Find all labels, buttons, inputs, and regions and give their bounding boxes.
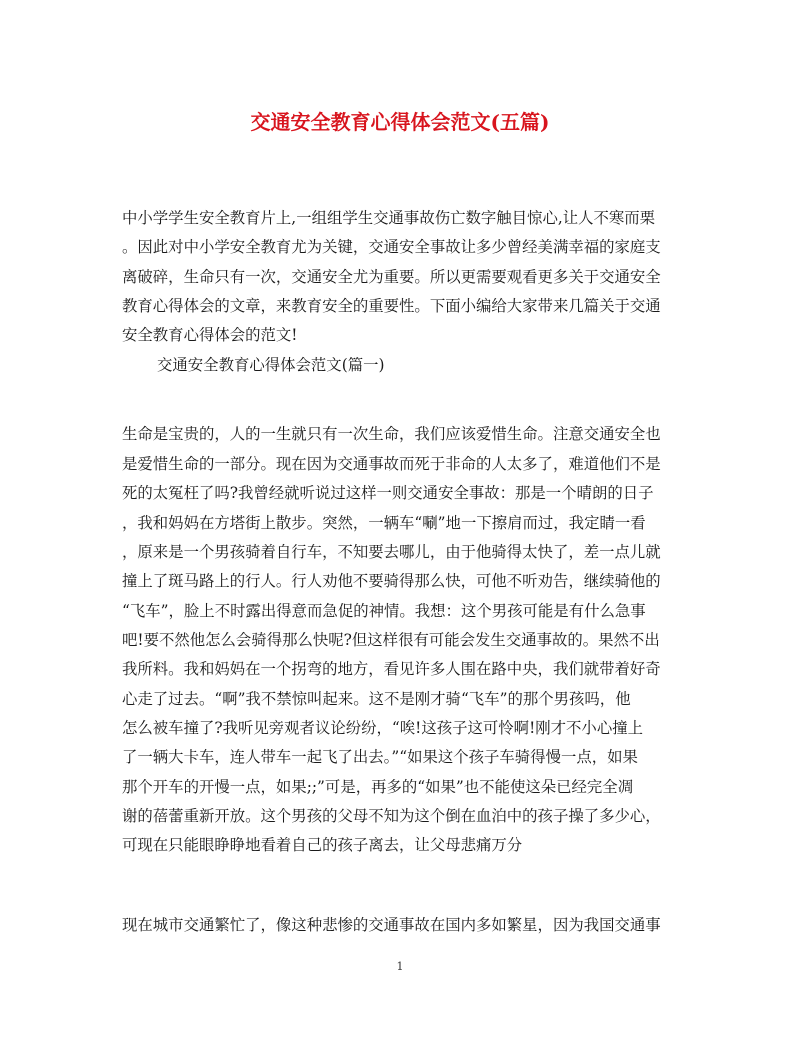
page-number: 1 [396,960,404,973]
body-line: 那个开车的开慢一点，如果;;”可是，再多的“如果”也不能使这朵已经完全凋 [122,778,634,796]
intro-line: 离破碎，生命只有一次，交通安全尤为重要。所以更需要观看更多关于交通安全 [122,268,661,286]
body-line: 是爱惜生命的一部分。现在因为交通事故而死于非命的人太多了，难道他们不是 [122,455,661,473]
body-line: ，我和妈妈在方塔街上散步。突然，一辆车“唰”地一下擦肩而过，我定睛一看 [122,514,646,532]
body-line: 死的太冤枉了吗?我曾经就听说过这样一则交通安全事故：那是一个晴朗的日子 [122,484,654,502]
body-line: 我所料。我和妈妈在一个拐弯的地方，看见许多人围在路中央，我们就带着好奇 [122,660,661,678]
body-line: 谢的蓓蕾重新开放。这个男孩的父母不知为这个倒在血泊中的孩子操了多少心， [122,807,661,825]
body-line: 心走了过去。“啊”我不禁惊叫起来。这不是刚才骑“飞车”的那个男孩吗，他 [122,690,631,708]
body-line: 可现在只能眼睁睁地看着自己的孩子离去，让父母悲痛万分 [122,836,523,854]
body-line: 怎么被车撞了?我听见旁观者议论纷纷，“唉!这孩子这可怜啊!刚才不小心撞上 [122,719,643,737]
body-line: ，原来是一个男孩骑着自行车，不知要去哪儿，由于他骑得太快了，差一点儿就 [122,543,661,561]
body-line: 生命是宝贵的，人的一生就只有一次生命，我们应该爱惜生命。注意交通安全也 [122,425,661,443]
body-line: 吧!要不然他怎么会骑得那么快呢?但这样很有可能会发生交通事故的。果然不出 [122,631,660,649]
intro-line: 。因此对中小学安全教育尤为关键，交通安全事故让多少曾经美满幸福的家庭支 [122,238,661,256]
body-line: 撞上了斑马路上的行人。行人劝他不要骑得那么快，可他不听劝告，继续骑他的 [122,572,661,590]
intro-line: 教育心得体会的文章，来教育安全的重要性。下面小编给大家带来几篇关于交通 [122,297,661,315]
intro-line: 安全教育心得体会的范文! [122,326,298,344]
section-heading: 交通安全教育心得体会范文(篇一) [157,356,385,374]
document-title: 交通安全教育心得体会范文(五篇) [250,110,550,134]
intro-line: 中小学学生安全教育片上,一组组学生交通事故伤亡数字触目惊心,让人不寒而栗 [122,209,656,227]
body-line: “飞车”，脸上不时露出得意而急促的神情。我想：这个男孩可能是有什么急事 [122,602,646,620]
body-line: 了一辆大卡车，连人带车一起飞了出去。”“如果这个孩子车骑得慢一点，如果 [122,748,638,766]
body-line-last: 现在城市交通繁忙了，像这种悲惨的交通事故在国内多如繁星，因为我国交通事 [122,916,661,934]
